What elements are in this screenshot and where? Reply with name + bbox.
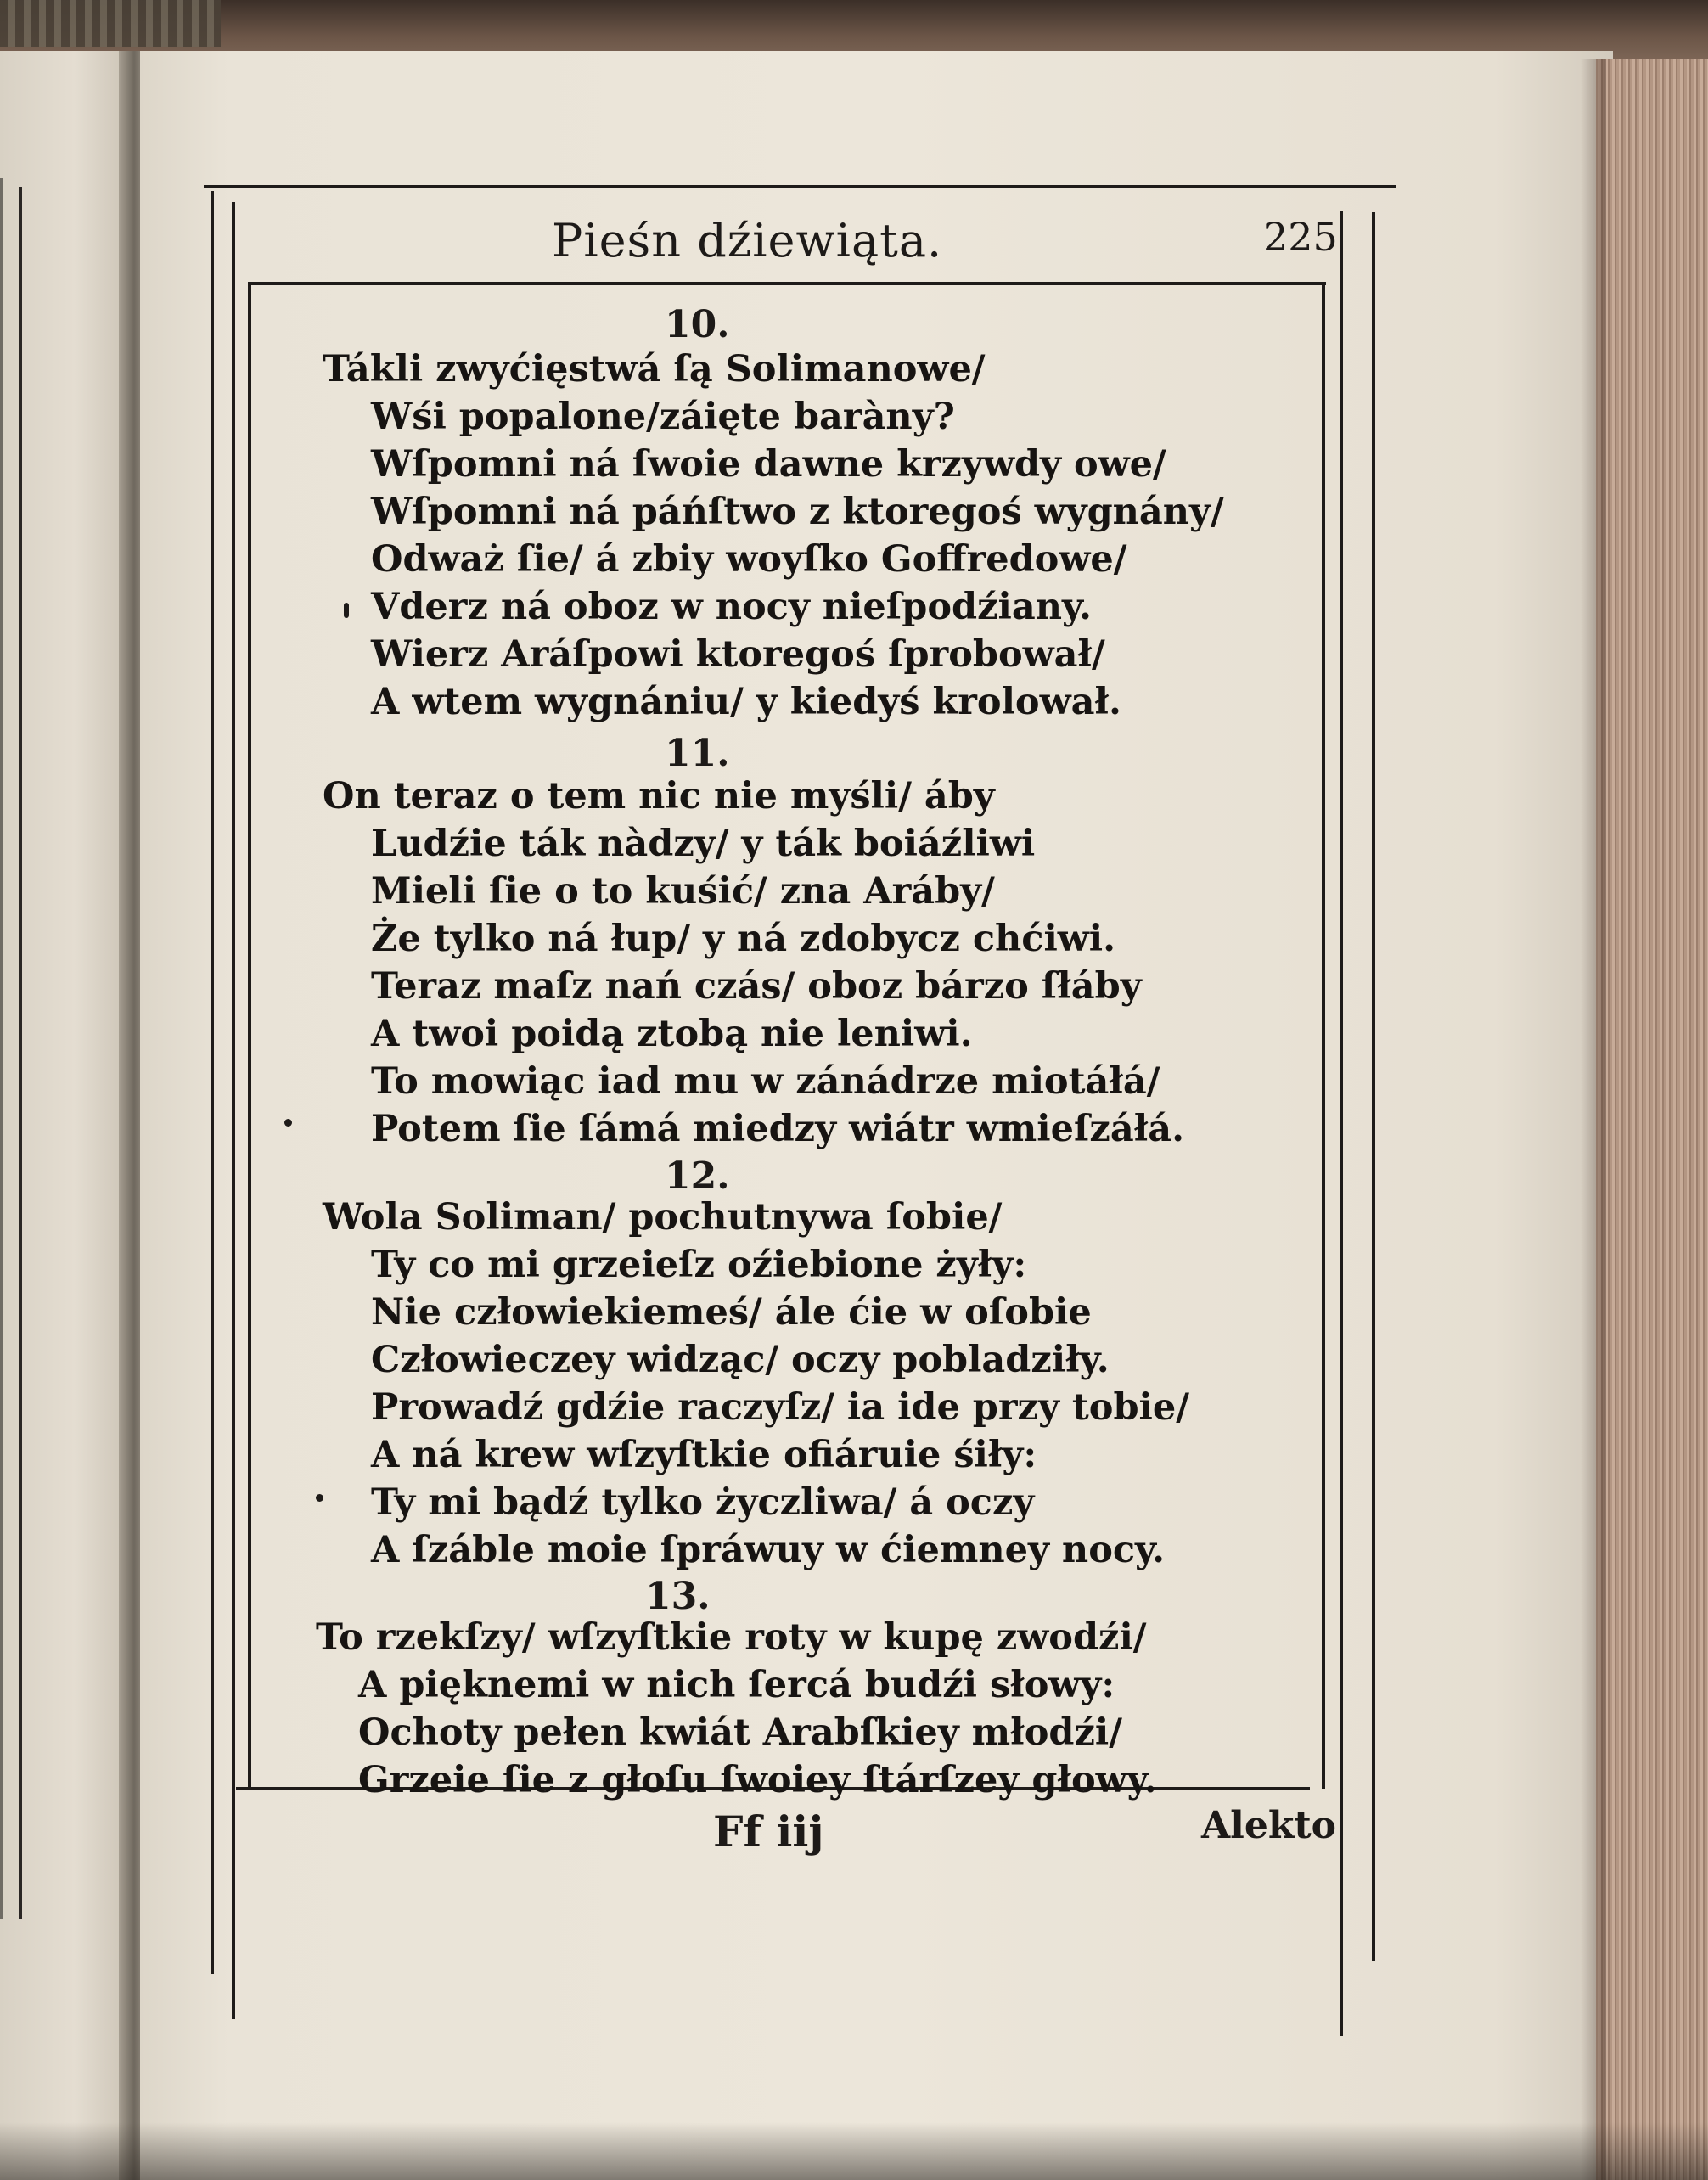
stanza-number: 13. — [645, 1575, 711, 1618]
stanza-number: 11. — [665, 732, 730, 775]
verse-line: Potem ſie ſámá miedzy wiátr wmieſzáłá. — [371, 1108, 1185, 1150]
verse-line: Ty mi bądź tylko życzliwa/ á oczy — [371, 1481, 1035, 1524]
left-page — [0, 51, 136, 2180]
verse-line: Wſpomni ná páńſtwo z ktoregoś wygnány/ — [371, 491, 1224, 533]
signature-mark: Ff iij — [713, 1806, 824, 1857]
verse-line: A pięknemi w nich ſercá budźi słowy: — [358, 1664, 1115, 1706]
verse-line: Ludźie ták nàdzy/ y ták boiáźliwi — [371, 823, 1036, 865]
verse-line: Odważ ſie/ á zbiy woyſko Goffredowe/ — [371, 538, 1127, 581]
stanza-number: 10. — [665, 303, 730, 346]
verse-line: Wola Soliman/ pochutnywa ſobie/ — [323, 1196, 1003, 1239]
verse-line: Że tylko ná łup/ y ná zdobycz chćiwi. — [371, 918, 1116, 960]
verse-line: Ty co mi grzeieſz oźiebione żyły: — [371, 1244, 1027, 1286]
page-number: 225 — [1263, 214, 1338, 260]
verse-line: Prowadź gdźie raczyſz/ ia ide przy tobie/ — [371, 1386, 1189, 1429]
verse-line: To rzekſzy/ wſzyſtkie roty w kupę zwodźi/ — [316, 1616, 1147, 1659]
verse-line: Nie człowiekiemeś/ ále ćie w oſobie — [371, 1291, 1092, 1334]
verse-line: Człowieczey widząc/ oczy pobladziły. — [371, 1339, 1110, 1381]
verse-line: Vderz ná oboz w nocy nieſpodźiany. — [371, 586, 1092, 628]
verse-line: Wśi popalone/záięte baràny? — [371, 396, 955, 438]
verse-line: Wſpomni ná ſwoie dawne krzywdy owe/ — [371, 443, 1166, 486]
verse-line: Mieli ſie o to kuśić/ zna Aráby/ — [371, 870, 995, 913]
running-title: Pieśn dźiewiąta. — [552, 214, 943, 267]
verse-line: Tákli zwyćięstwá ſą Solimanowe/ — [323, 348, 986, 390]
verse-line: Grzeie ſie z głoſu ſwoiey ſtárſzey głowy. — [358, 1759, 1157, 1801]
verse-line: Teraz maſz nań czás/ oboz bárzo ſłáby — [371, 965, 1142, 1008]
verse-line: A ſzáble moie ſpráwuy w ćiemney nocy. — [371, 1529, 1166, 1571]
book-headband — [0, 0, 221, 47]
verse-line: A ná krew wſzyſtkie ofiáruie śiły: — [371, 1434, 1037, 1476]
page-fore-edge — [1596, 59, 1708, 2180]
verse-line: Wierz Aráſpowi ktoregoś ſprobował/ — [371, 633, 1105, 676]
verse-line: Ochoty pełen kwiát Arabſkiey młodźi/ — [358, 1711, 1122, 1754]
verse-line: A twoi poidą ztobą nie leniwi. — [371, 1013, 973, 1055]
verse-line: On teraz o tem nic nie myśli/ áby — [323, 775, 995, 818]
verse-line: To mowiąc iad mu w zánádrze miotáłá/ — [371, 1060, 1160, 1103]
catchword: Alekto — [1201, 1804, 1337, 1847]
stanza-number: 12. — [665, 1155, 730, 1198]
verse-line: A wtem wygnániu/ y kiedyś krolował. — [371, 681, 1121, 723]
